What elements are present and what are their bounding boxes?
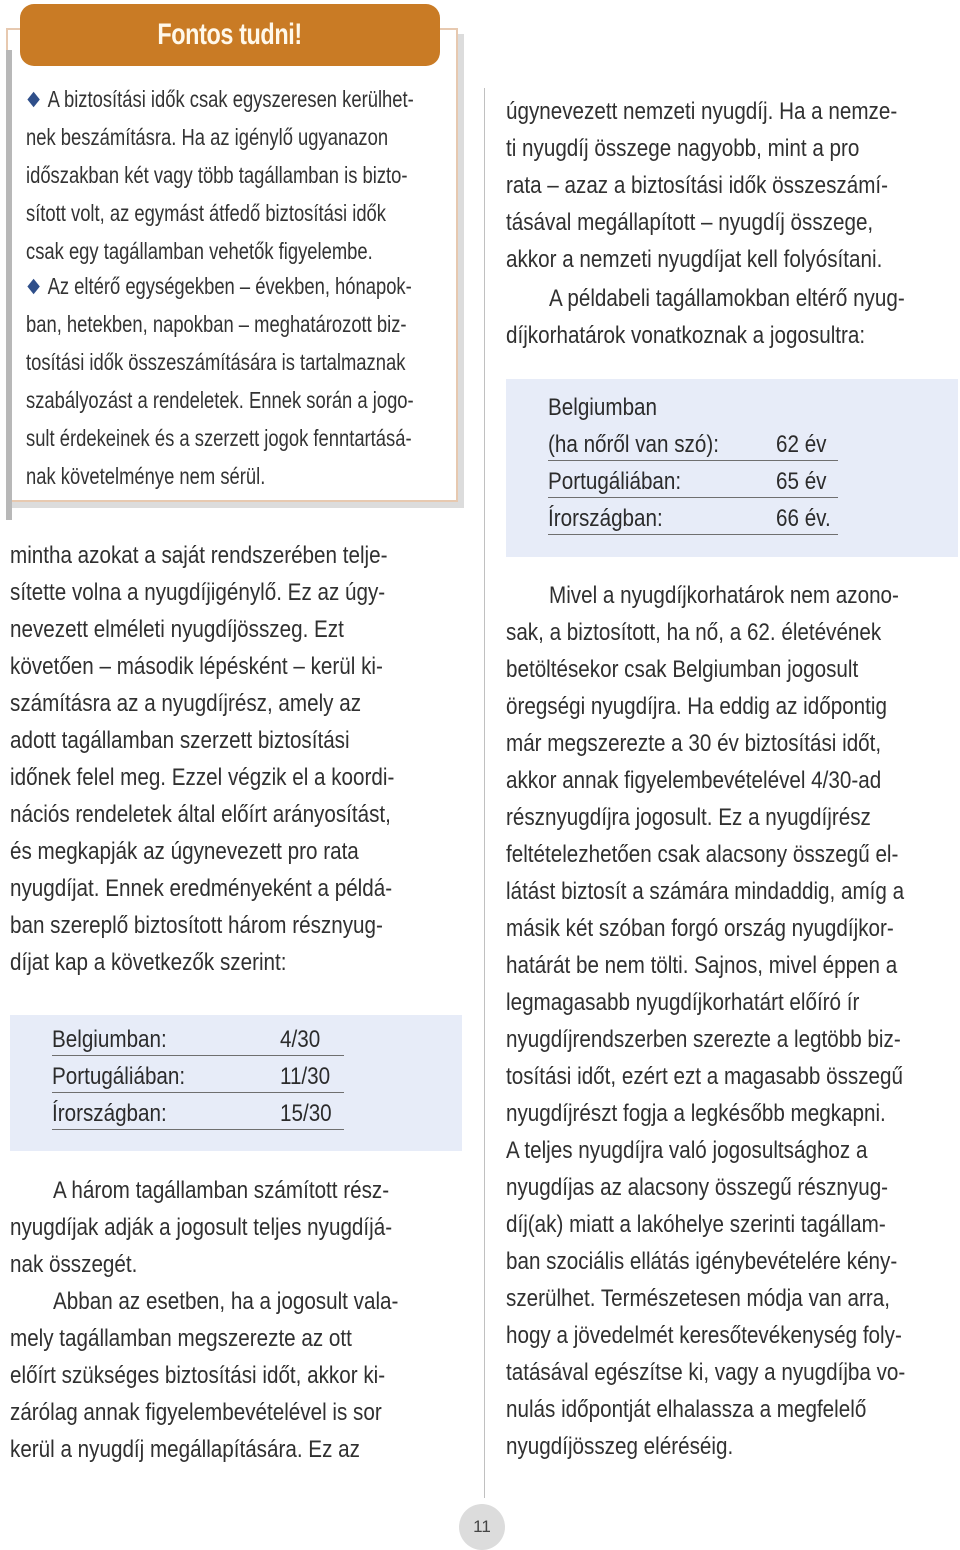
left-paragraph-2	[10, 1172, 462, 1283]
text-line: A három tagállamban számított rész-	[53, 1177, 390, 1204]
text-line: zárólag annak figyelembevételével is sor	[10, 1399, 382, 1426]
table-row	[548, 467, 838, 498]
text-line: A biztosítási idők csak egyszeresen kerülhet-	[26, 80, 426, 118]
table-value: 65 év	[776, 468, 827, 495]
text-line: számításra az a nyugdíjrész, amely az	[10, 690, 362, 717]
table-country: Írországban:	[52, 1100, 167, 1127]
info-box-header	[20, 4, 440, 66]
text-line: tosítási időt, ezért ezt a magasabb összegű	[506, 1063, 903, 1090]
text-line: követően – második lépésként – kerül ki-	[10, 653, 383, 680]
table-country: Írországban:	[548, 505, 663, 532]
text-line: látást biztosít a számára mindaddig, amíg a	[506, 878, 905, 905]
text-line: sítette volna a nyugdíjigénylő. Ez az úgy-	[10, 579, 386, 606]
table-row	[52, 1025, 344, 1056]
table-row	[52, 1099, 344, 1130]
text-line: ban szereplő biztosított három résznyug-	[10, 912, 383, 939]
text-line: és megkapják az úgynevezett pro rata	[10, 838, 359, 865]
text-line: díjat kap a következők szerint:	[10, 949, 287, 976]
text-line: betöltésekor csak Belgiumban jogosult	[506, 656, 859, 683]
text-line: nyugdíjrészt fogja a legkésőbb megkapni.	[506, 1100, 886, 1127]
text-line: időszakban két vagy több tagállamban is bizto-	[26, 162, 408, 188]
text-line: határát be nem tölti. Sajnos, mivel éppen a	[506, 952, 898, 979]
text-line: Az eltérő egységekben – években, hónapok-	[26, 267, 426, 305]
text-line: akkor a nemzeti nyugdíjat kell folyósítani.	[506, 246, 883, 273]
text-line: nek beszámításra. Ha az igénylő ugyanazon	[26, 124, 389, 150]
text-line: hogy a jövedelmét keresőtevékenység foly-	[506, 1322, 902, 1349]
table-row	[548, 430, 838, 461]
table-value: 11/30	[280, 1063, 331, 1090]
text-line: tásával megállapított – nyugdíj összege,	[506, 209, 874, 236]
text-line: legmagasabb nyugdíjkorhatárt előíró ír	[506, 989, 860, 1016]
diamond-bullet-icon	[27, 92, 39, 108]
text-line: akkor annak figyelembevételével 4/30-ad	[506, 767, 882, 794]
text-line: mintha azokat a saját rendszerében telje-	[10, 542, 388, 569]
text-line: nevezett elméleti nyugdíjösszeg. Ezt	[10, 616, 344, 643]
text-line: ti nyugdíj összege nagyobb, mint a pro	[506, 135, 860, 162]
table-row	[52, 1062, 344, 1093]
table-value: 62 év	[776, 431, 827, 458]
info-box-title: Fontos tudni!	[157, 18, 303, 51]
text-line: résznyugdíjra jogosult. Ez a nyugdíjrész	[506, 804, 871, 831]
text-line: Abban az esetben, ha a jogosult vala-	[53, 1288, 399, 1315]
info-box-paragraph-1	[26, 80, 426, 270]
text-line: adott tagállamban szerzett biztosítási	[10, 727, 350, 754]
text-line: szerülhet. Természetesen módja van arra,	[506, 1285, 890, 1312]
text-line: nyugdíjas az alacsony összegű résznyug-	[506, 1174, 889, 1201]
right-paragraph-2	[506, 280, 958, 354]
text-line: ban, hetekben, napokban – meghatározott biz-	[26, 311, 407, 337]
table-value: 4/30	[280, 1026, 321, 1053]
text-line: nak követelménye nem sérül.	[26, 463, 266, 489]
table-country: Belgiumban:	[52, 1026, 167, 1053]
diamond-bullet-icon	[27, 279, 39, 295]
text-line: tatásával egészítse ki, vagy a nyugdíjba vo-	[506, 1359, 906, 1386]
table-country: (ha nőről van szó):	[548, 431, 719, 458]
table-country: Belgiumban	[548, 394, 658, 421]
text-line: szabályozást a rendeletek. Ennek során a jogo-	[26, 387, 414, 413]
text-line: feltételezhetően csak alacsony összegű el-	[506, 841, 899, 868]
text-line: kerül a nyugdíj megállapítására. Ez az	[10, 1436, 360, 1463]
column-divider	[484, 88, 485, 1498]
page-number	[459, 1504, 505, 1550]
text-line: nak összegét.	[10, 1251, 138, 1278]
text-line: nyugdíjrendszerben szerezte a legtöbb biz-	[506, 1026, 901, 1053]
text-line: sak, a biztosított, ha nő, a 62. életévének	[506, 619, 882, 646]
table-country: Portugáliában:	[548, 468, 682, 495]
info-box-paragraph-2	[26, 267, 426, 495]
table-value: 66 év.	[776, 505, 831, 532]
text-line: rata – azaz a biztosítási idők összeszámí-	[506, 172, 889, 199]
text-line: mely tagállamban megszerezte az ott	[10, 1325, 352, 1352]
text-line: csak egy tagállamban vehetők figyelembe.	[26, 238, 373, 264]
text-line: sult érdekeinek és a szerzett jogok fenntartásá-	[26, 425, 412, 451]
table-country: Portugáliában:	[52, 1063, 186, 1090]
text-line: nyugdíjösszeg eléréséig.	[506, 1433, 734, 1460]
right-paragraph-1	[506, 93, 958, 278]
page-number-label: 11	[473, 1517, 491, 1536]
text-line: sított volt, az egymást átfedő biztosítási idők	[26, 200, 386, 226]
text-line: másik két szóban forgó ország nyugdíjkor-	[506, 915, 894, 942]
text-line: már megszerezte a 30 év biztosítási időt,	[506, 730, 882, 757]
text-line: nulás időpontját elhalassza a megfelelő	[506, 1396, 867, 1423]
text-line: ban szociális ellátás igénybevételére kény-	[506, 1248, 898, 1275]
text-line: nyugdíjak adják a jogosult teljes nyugdíjá-	[10, 1214, 393, 1241]
text-line: Mivel a nyugdíjkorhatárok nem azono-	[549, 582, 899, 609]
left-paragraph-1	[10, 537, 462, 981]
text-line: úgynevezett nemzeti nyugdíj. Ha a nemze-	[506, 98, 898, 125]
text-line: öregségi nyugdíjra. Ha eddig az időpontig	[506, 693, 887, 720]
left-paragraph-3	[10, 1283, 462, 1468]
right-paragraph-3	[506, 577, 958, 1465]
text-line: nációs rendeletek által előírt arányosítást,	[10, 801, 391, 828]
text-line: díj(ak) miatt a lakóhelye szerinti tagállam-	[506, 1211, 886, 1238]
text-line: díjkorhatárok vonatkoznak a jogosultra:	[506, 322, 866, 349]
text-line: előírt szükséges biztosítási időt, akkor ki-	[10, 1362, 386, 1389]
table-value: 15/30	[280, 1100, 332, 1127]
text-line: A teljes nyugdíjra való jogosultsághoz a	[506, 1137, 868, 1164]
text-line: nyugdíjat. Ennek eredményeként a példá-	[10, 875, 393, 902]
text-line: időnek felel meg. Ezzel végzik el a koordi-	[10, 764, 395, 791]
text-line: tosítási idők összeszámítására is tartalmaznak	[26, 349, 406, 375]
table-header-row	[548, 393, 848, 423]
text-line: A példabeli tagállamokban eltérő nyug-	[549, 285, 905, 312]
table-row	[548, 504, 838, 535]
